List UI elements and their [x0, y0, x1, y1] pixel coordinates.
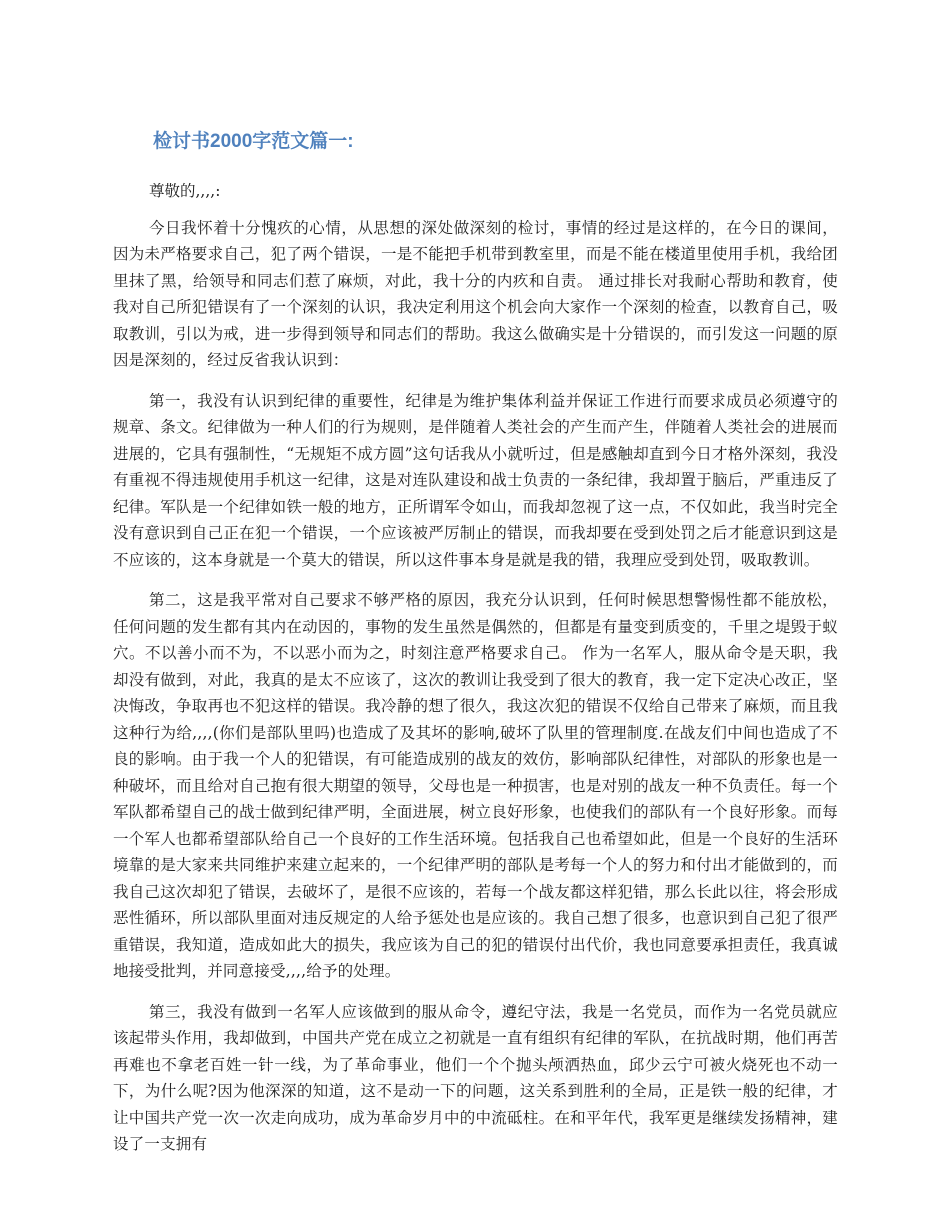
salutation: 尊敬的,,,,: [149, 182, 221, 200]
document-title: 检讨书2000字范文篇一: [153, 131, 354, 152]
paragraph-third-point: 第三，我没有做到一名军人应该做到的服从命令，遵纪守法，我是一名党员，而作为一名党员就应该起带头作用，我却做到，中国共产党在成立之初就是一直有组织有纪律的军队，在抗战时期，他们再苦再难也不拿老百姓一针一线，为了革命事业，他们一个个抛头颅洒热血，邱少云宁可被火烧死也不动一下，为什么呢?因为他深深的知道，这不是动一下的问题，这关系到胜利的全局，正是铁一般的纪律，才让中国共产党一次一次走向成功，成为革命岁月中的中流砥柱。在和平年代，我军更是继续发扬精神，建设了一支拥有 [113, 1002, 838, 1153]
paragraph-first-point: 第一，我没有认识到纪律的重要性，纪律是为维护集体利益并保证工作进行而要求成员必须遵守的规章、条文。纪律做为一种人们的行为规则，是伴随着人类社会的产生而产生，伴随着人类社会的进展而进展的，它具有强制性，“无规矩不成方圆”这句话我从小就听过，但是感触却直到今日才格外深刻，我没有重视不得违规使用手机这一纪律，这是对连队建设和战士负责的一条纪律，我却置于脑后，严重违反了纪律。军队是一个纪律如铁一般的地方，正所谓军令如山，而我却忽视了这一点，不仅如此，我当时完全没有意识到自己正在犯一个错误，一个应该被严厉制止的错误，而我却要在受到处罚之后才能意识到这是不应该的，这本身就是一个莫大的错误，所以这件事本身是就是我的错，我理应受到处罚，吸取教训。 [113, 391, 838, 569]
document-body [113, 126, 838, 1172]
paragraph-second-point: 第二，这是我平常对自己要求不够严格的原因，我充分认识到，任何时候思想警惕性都不能放松，任何问题的发生都有其内在动因的，事物的发生虽然是偶然的，但都是有量变到质变的，千里之堤毁于蚁穴。不以善小而不为，不以恶小而为之，时刻注意严格要求自己。 作为一名军人，服从命令是天职，我却没有做到，对此，我真的是太不应该了，这次的教训让我受到了很大的教育，我一定下定决心改正，坚决悔改，争取再也不犯这样的错误。我冷静的想了很久，我这次犯的错误不仅给自己带来了麻烦，而且我这种行为给,,,,(你们是部队里吗)也造成了及其坏的影响,破坏了队里的管理制度.在战友们中间也造成了不良的影响。由于我一个人的犯错误，有可能造成别的战友的效仿，影响部队纪律性，对部队的形象也是一种破坏，而且给对自己抱有很大期望的领导，父母也是一种损害，也是对别的战友一种不负责任。每一个军队都希望自己的战士做到纪律严明，全面进展，树立良好形象，也使我们的部队有一个良好形象。而每一个军人也都希望部队给自己一个良好的工作生活环境。包括我自己也希望如此，但是一个良好的生活环境靠的是大家来共同维护来建立起来的，一个纪律严明的部队是考每一个人的努力和付出才能做到的，而我自己这次却犯了错误，去破坏了，是很不应该的，若每一个战友都这样犯错，那么长此以往，将会形成恶性循环，所以部队里面对违反规定的人给予惩处也是应该的。我自己想了很多，也意识到自己犯了很严重错误，我知道，造成如此大的损失，我应该为自己的犯的错误付出代价，我也同意要承担责任，我真诚地接受批判，并同意接受,,,,给予的处理。 [113, 591, 838, 980]
paragraph-intro: 今日我怀着十分愧疚的心情，从思想的深处做深刻的检讨，事情的经过是这样的，在今日的课间，因为未严格要求自己，犯了两个错误，一是不能把手机带到教室里，而是不能在楼道里使用手机，我给团里抹了黑，给领导和同志们惹了麻烦，对此，我十分的内疚和自责。 通过排长对我耐心帮助和教育，使我对自己所犯错误有了一个深刻的认识，我决定利用这个机会向大家作一个深刻的检查，以教育自己，吸取教训，引以为戒，进一步得到领导和同志们的帮助。我这么做确实是十分错误的，而引发这一问题的原因是深刻的，经过反省我认识到： [113, 218, 838, 369]
